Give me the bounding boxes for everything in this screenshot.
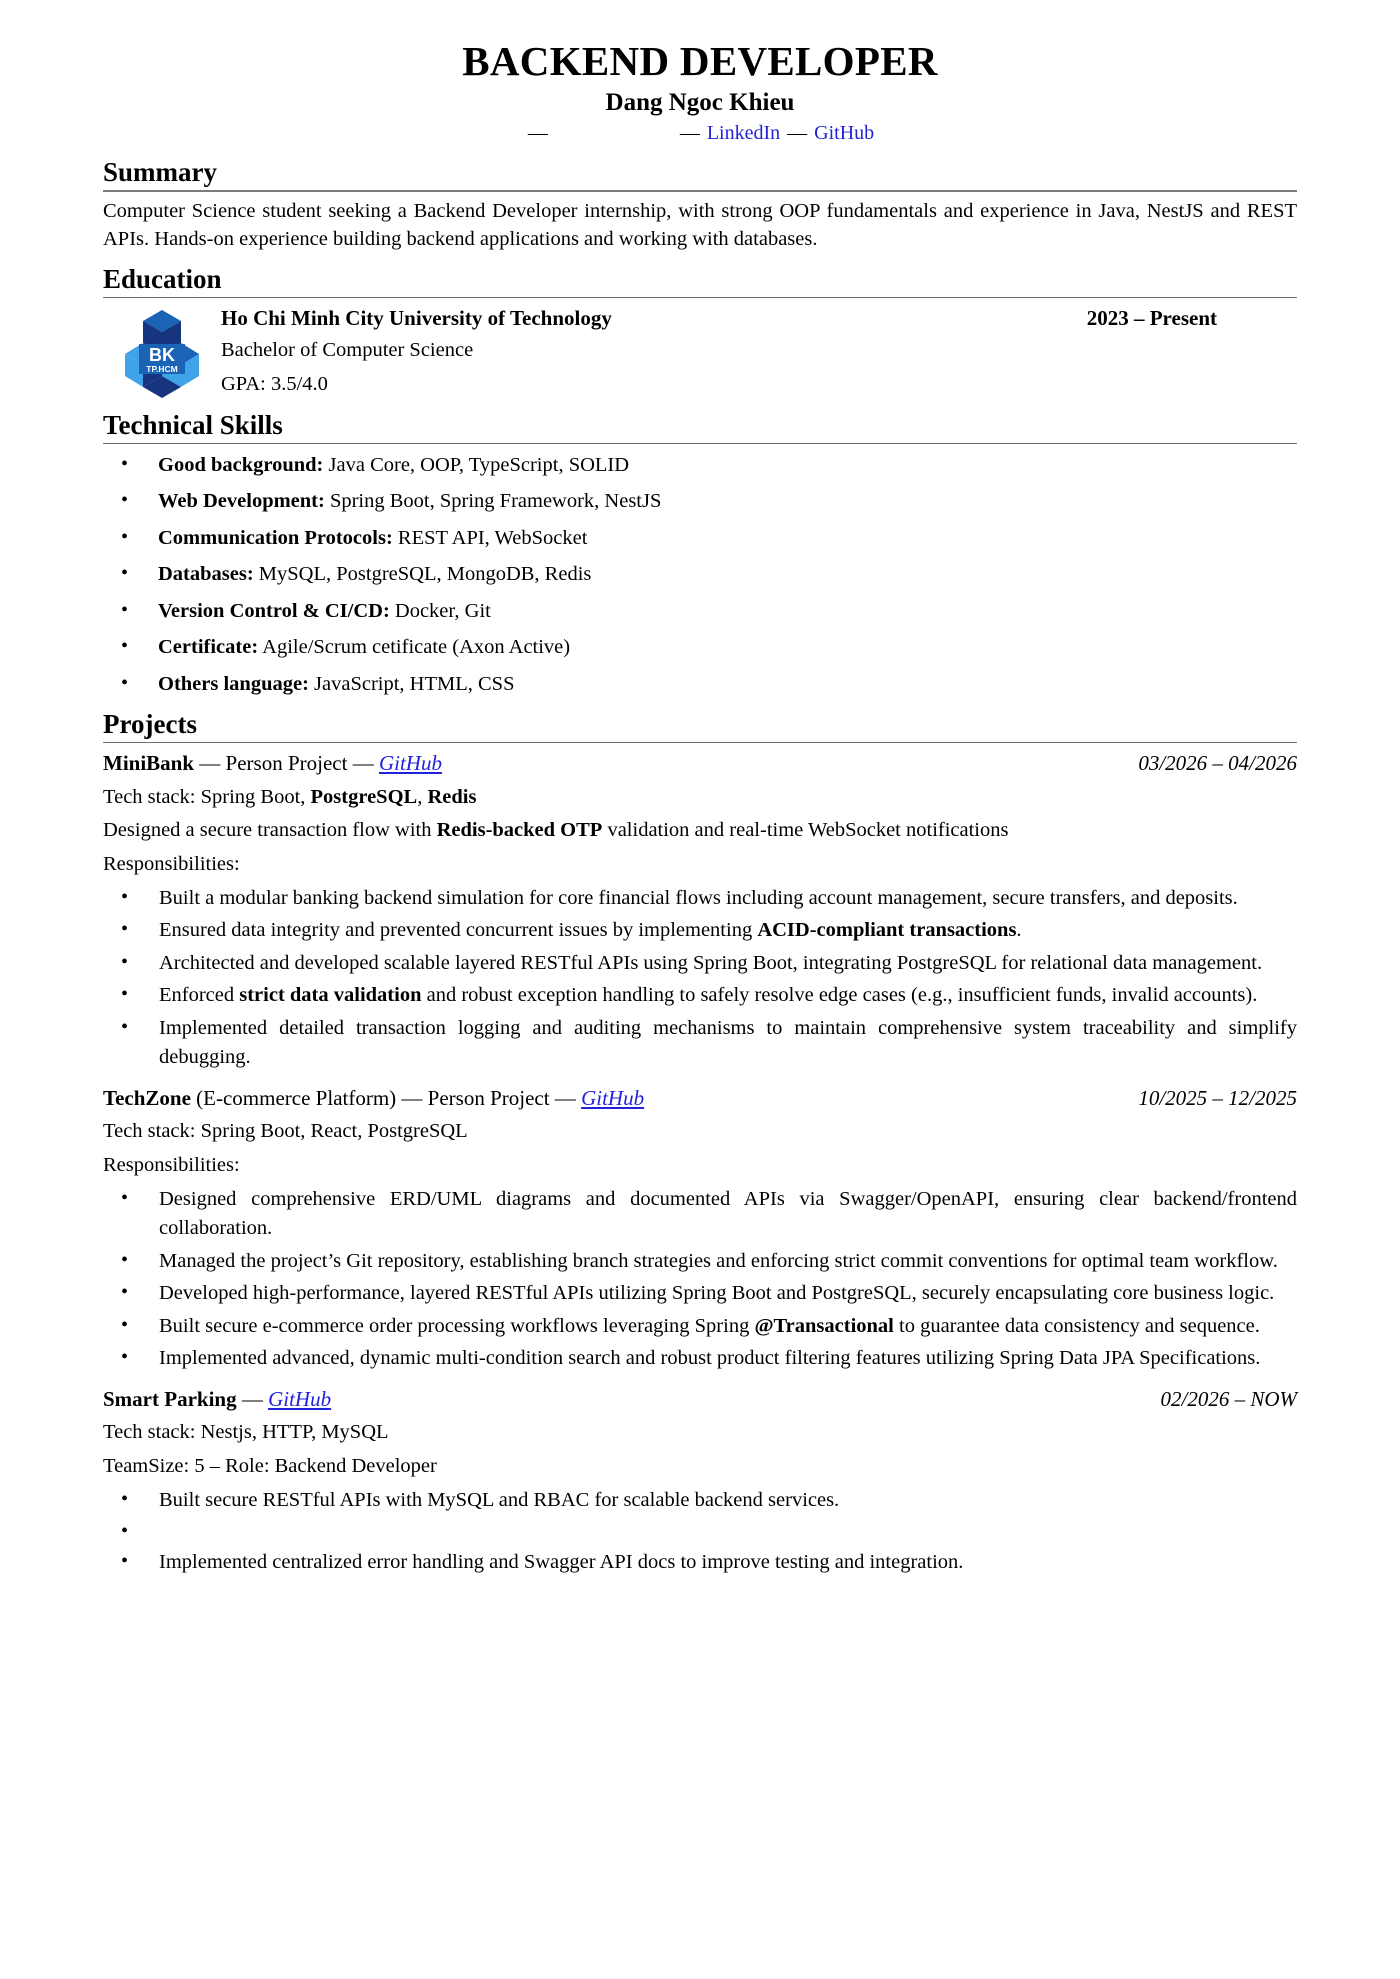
resume-header — [103, 39, 1297, 147]
bullet-text: Designed comprehensive ERD/UML diagrams and documented APIs via Swagger/OpenAPI, ensuring clear backend/frontend collaboration. — [159, 1187, 1297, 1240]
project-role: — Person Project — — [194, 751, 379, 776]
projects-container — [103, 749, 1297, 1577]
project-bullet — [103, 1486, 1297, 1516]
section-technical-skills — [103, 410, 1297, 700]
project-bullet — [103, 1312, 1297, 1342]
project-github-link[interactable]: GitHub — [378, 751, 442, 776]
project-role: — — [236, 1386, 269, 1411]
tech-stack-text: Tech stack: Nestjs, HTTP, MySQL — [103, 1421, 389, 1444]
project-name-suffix: (E-commerce Platform) — [190, 1085, 397, 1110]
project-github-link[interactable]: GitHub — [581, 1085, 645, 1110]
bullet-text-suffix: . — [1016, 919, 1022, 942]
project-dates: 10/2025 – 12/2025 — [1138, 1085, 1297, 1110]
skill-item — [103, 633, 1297, 663]
page-title: BACKEND DEVELOPER — [462, 38, 938, 84]
responsibilities-label: Responsibilities: — [103, 1154, 240, 1177]
bullet-text: Managed the project’s Git repository, establishing branch strategies and enforcing strict commit conventions for optimal team workflow. — [159, 1249, 1278, 1272]
project-bullet — [103, 1279, 1297, 1309]
skill-item — [103, 524, 1297, 554]
education-details — [221, 304, 1297, 400]
project-bullet — [103, 1548, 1297, 1578]
bullet-text: Enforced — [159, 984, 240, 1007]
bullet-text: Implemented detailed transaction logging and auditing mechanisms to maintain comprehensive system traceability and simplify debugging. — [159, 1016, 1297, 1069]
skill-label: Version Control & CI/CD: — [158, 599, 390, 622]
skill-item — [103, 597, 1297, 627]
skill-label: Databases: — [158, 563, 254, 586]
project-header — [103, 1385, 1297, 1414]
university-logo-wrap — [103, 304, 221, 398]
project-header — [103, 1084, 1297, 1113]
skill-item — [103, 451, 1297, 481]
project-title — [103, 1084, 644, 1113]
skill-value: MySQL, PostgreSQL, MongoDB, Redis — [253, 563, 592, 586]
skill-item — [103, 670, 1297, 700]
skill-item — [103, 560, 1297, 590]
section-heading-education: Education — [103, 263, 222, 294]
contact-line — [103, 120, 1297, 147]
section-heading-summary: Summary — [103, 156, 217, 187]
skill-label: Good background: — [158, 453, 324, 476]
project-bullets — [103, 884, 1297, 1073]
skill-value: Agile/Scrum cetificate (Axon Active) — [258, 636, 571, 659]
skill-label: Communication Protocols: — [158, 526, 393, 549]
skill-value: Spring Boot, Spring Framework, NestJS — [324, 490, 662, 513]
project-tech-stack — [103, 1117, 1297, 1147]
tech-stack-highlight: PostgreSQL — [310, 785, 418, 808]
project-bullet — [103, 949, 1297, 979]
project-highlight — [103, 816, 1297, 846]
candidate-name: Dang Ngoc Khieu — [605, 88, 795, 116]
contact-dash-1: — — [527, 121, 548, 144]
bullet-text-suffix: and robust exception handling to safely resolve edge cases (e.g., insufficient funds, invalid accounts). — [421, 984, 1258, 1007]
project-tech-stack — [103, 1418, 1297, 1448]
project-bullet — [103, 1185, 1297, 1244]
skills-list — [103, 451, 1297, 700]
section-divider — [103, 190, 1297, 192]
section-divider — [103, 443, 1297, 444]
project-title — [103, 749, 442, 778]
section-divider — [103, 297, 1297, 298]
section-heading-skills: Technical Skills — [103, 409, 283, 440]
project-bullets — [103, 1486, 1297, 1578]
section-summary — [103, 157, 1297, 254]
bullet-text: Built secure e-commerce order processing workflows leveraging Spring — [159, 1314, 755, 1337]
project-name: MiniBank — [103, 751, 195, 776]
project-title — [103, 1385, 331, 1414]
svg-text:TP.HCM: TP.HCM — [146, 363, 178, 374]
bullet-bold: ACID-compliant transactions — [757, 919, 1017, 942]
project-bullet — [103, 916, 1297, 946]
bullet-text-suffix: to guarantee data consistency and sequence. — [893, 1314, 1260, 1337]
skill-item — [103, 487, 1297, 517]
section-heading-projects: Projects — [103, 709, 197, 740]
tech-stack-text: Tech stack: Spring Boot, — [103, 785, 311, 808]
education-dates: 2023 – Present — [1086, 305, 1217, 330]
tech-stack-text: Tech stack: Spring Boot, React, PostgreSQL — [103, 1120, 468, 1143]
project-highlight — [103, 1452, 1297, 1482]
skill-value: JavaScript, HTML, CSS — [308, 672, 515, 695]
skill-label: Others language: — [158, 672, 309, 695]
responsibilities-label: Responsibilities: — [103, 853, 240, 876]
project-bullet — [103, 1344, 1297, 1374]
bullet-bold: @Transactional — [754, 1314, 894, 1337]
project-bullet — [103, 1247, 1297, 1277]
skill-label: Certificate: — [158, 636, 259, 659]
gpa-value: GPA: 3.5/4.0 — [221, 372, 328, 395]
project-tech-stack — [103, 783, 1297, 813]
section-divider — [103, 742, 1297, 743]
project-name: TechZone — [103, 1085, 191, 1110]
skill-value: Java Core, OOP, TypeScript, SOLID — [323, 453, 630, 476]
project-header — [103, 749, 1297, 778]
skill-value: REST API, WebSocket — [392, 526, 588, 549]
bullet-text: Implemented advanced, dynamic multi-condition search and robust product filtering features utilizing Spring Data JPA Specifications. — [159, 1347, 1261, 1370]
project-highlight-bold: Redis-backed OTP — [436, 819, 603, 842]
tech-stack-separator: , — [417, 785, 428, 808]
degree-name: Bachelor of Computer Science — [221, 339, 474, 362]
education-entry — [103, 304, 1297, 400]
skill-value: Docker, Git — [389, 599, 491, 622]
project-name: Smart Parking — [103, 1386, 237, 1411]
project-bullet — [103, 1518, 1297, 1545]
contact-dash-3: — — [787, 121, 808, 144]
education-headline — [221, 304, 1297, 332]
bullet-text: Architected and developed scalable layered RESTful APIs using Spring Boot, integrating PostgreSQL for relational data management. — [159, 951, 1263, 974]
project-dates: 03/2026 – 04/2026 — [1138, 751, 1297, 776]
project-highlight-text: TeamSize: 5 – Role: Backend Developer — [103, 1454, 437, 1477]
github-link[interactable]: GitHub — [814, 121, 875, 144]
tech-stack-highlight: Redis — [427, 785, 477, 808]
bullet-text: Implemented centralized error handling and Swagger API docs to improve testing and integration. — [159, 1551, 964, 1574]
project-bullet — [103, 884, 1297, 914]
svg-text:BK: BK — [149, 344, 175, 365]
bk-university-logo-icon — [125, 308, 199, 398]
bullet-text: Ensured data integrity and prevented concurrent issues by implementing — [159, 919, 758, 942]
bullet-text: Built secure RESTful APIs with MySQL and RBAC for scalable backend services. — [159, 1488, 840, 1511]
bullet-bold: strict data validation — [239, 984, 422, 1007]
linkedin-link[interactable]: LinkedIn — [706, 121, 781, 144]
project-dates: 02/2026 – NOW — [1160, 1386, 1297, 1411]
project-entry — [103, 1385, 1297, 1578]
project-entry — [103, 1084, 1297, 1374]
skill-label: Web Development: — [158, 490, 325, 513]
contact-dash-2: — — [679, 121, 700, 144]
project-highlight-text: Designed a secure transaction flow with — [103, 819, 437, 842]
project-entry — [103, 749, 1297, 1073]
section-projects — [103, 709, 1297, 1577]
project-github-link[interactable]: GitHub — [268, 1386, 332, 1411]
summary-text: Computer Science student seeking a Backend Developer internship, with strong OOP fundamentals and experience in Java, NestJS and REST APIs. Hands-on experience building backend applications and working with databases. — [103, 199, 1297, 250]
project-bullets — [103, 1185, 1297, 1374]
project-bullet — [103, 1014, 1297, 1073]
bullet-text: Built a modular banking backend simulation for core financial flows including account management, secure transfers, and deposits. — [159, 886, 1238, 909]
project-bullet — [103, 981, 1297, 1011]
university-name: Ho Chi Minh City University of Technology — [221, 305, 612, 330]
project-highlight-suffix: validation and real-time WebSocket notifications — [602, 819, 1009, 842]
project-role: — Person Project — — [396, 1085, 582, 1110]
section-education — [103, 264, 1297, 400]
bullet-text: Developed high-performance, layered RESTful APIs utilizing Spring Boot and PostgreSQL, securely encapsulating core business logic. — [159, 1282, 1275, 1305]
